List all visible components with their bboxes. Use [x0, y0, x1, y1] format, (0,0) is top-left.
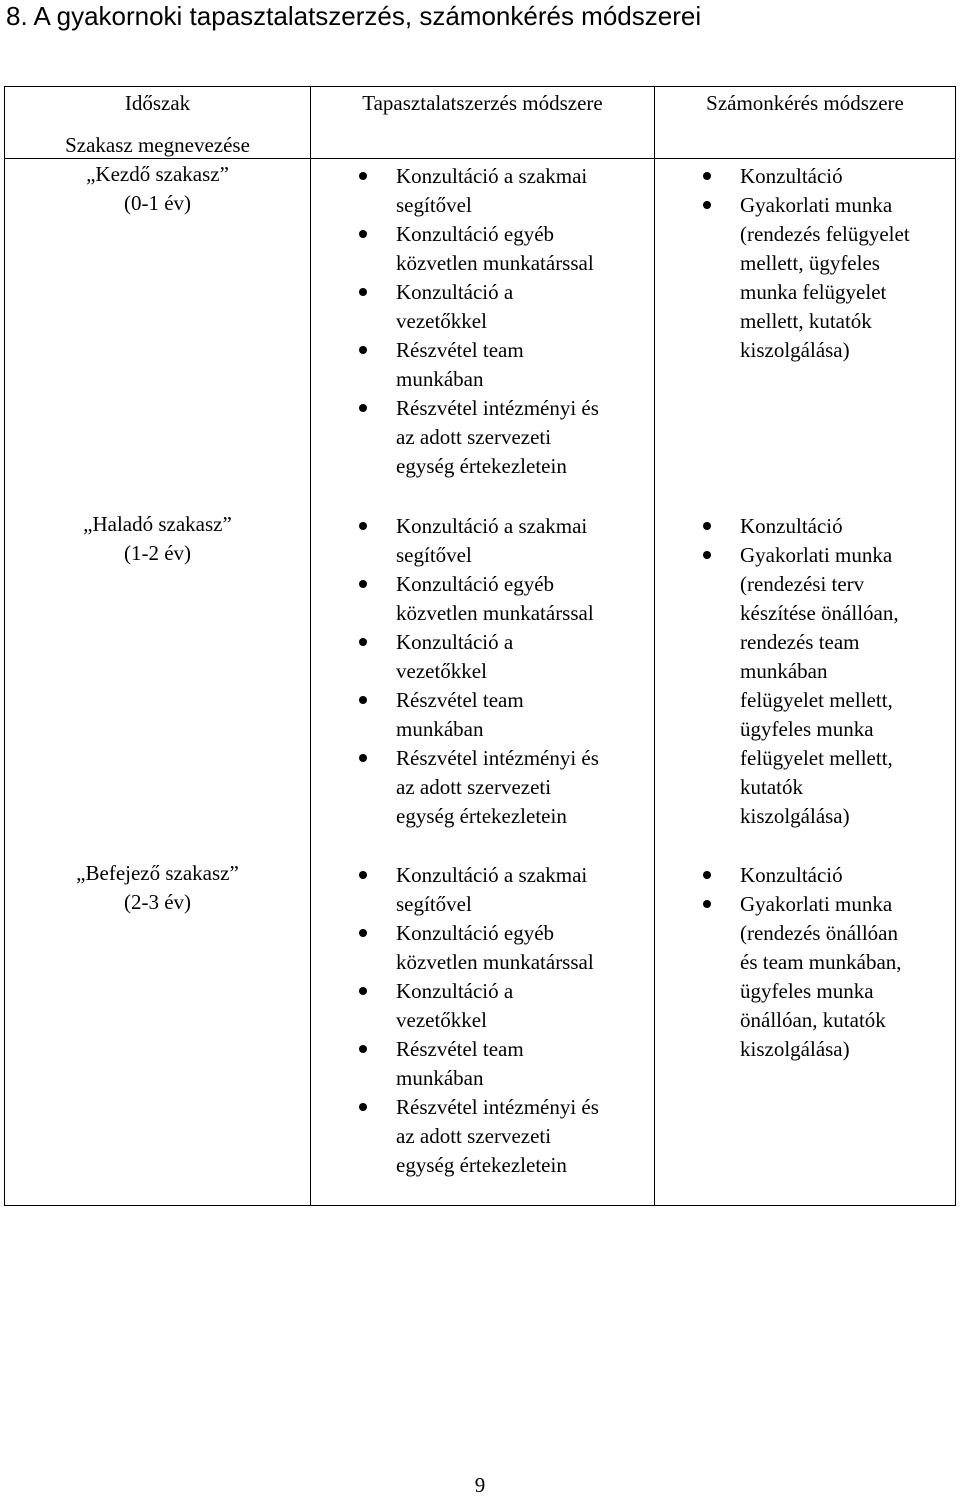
list-item: Részvétel intézményi és az adott szervezeti egység értekezletein [396, 1093, 599, 1180]
page-number: 9 [474, 1473, 486, 1497]
stage-cell-halado [5, 510, 310, 568]
experience-cell-kezdo [396, 162, 599, 481]
assessment-cell-kezdo [740, 162, 910, 365]
list-item: Konzultáció [740, 162, 910, 191]
list-item: Részvétel team munkában [396, 686, 599, 744]
list-item: Konzultáció a szakmai segítővel [396, 512, 599, 570]
experience-list [396, 162, 599, 481]
column-divider [310, 87, 311, 1205]
header-assessment [655, 89, 955, 118]
header-period-label: Időszak [124, 91, 191, 115]
list-item: Részvétel intézményi és az adott szervezeti egység értekezletein [396, 744, 599, 831]
stage-cell-befejezo [5, 859, 310, 917]
header-period-sub [5, 131, 310, 160]
assessment-cell-halado [740, 512, 899, 831]
assessment-cell-befejezo [740, 861, 902, 1064]
assessment-list [740, 861, 902, 1064]
list-item: Konzultáció egyéb közvetlen munkatárssal [396, 220, 599, 278]
list-item: Konzultáció a vezetőkkel [396, 278, 599, 336]
list-item: Részvétel team munkában [396, 336, 599, 394]
list-item: Konzultáció egyéb közvetlen munkatárssal [396, 570, 599, 628]
experience-list [396, 512, 599, 831]
header-period [5, 89, 310, 118]
stage-years: (2-3 év) [123, 890, 192, 914]
header-experience [311, 89, 654, 118]
list-item: Konzultáció a vezetőkkel [396, 977, 599, 1035]
assessment-list [740, 512, 899, 831]
list-item: Konzultáció a vezetőkkel [396, 628, 599, 686]
experience-cell-halado [396, 512, 599, 831]
header-assessment-label: Számonkérés módszere [706, 91, 904, 115]
stage-name: „Kezdő szakasz” [86, 162, 229, 186]
stage-cell-kezdo [5, 160, 310, 218]
assessment-list [740, 162, 910, 365]
list-item: Konzultáció egyéb közvetlen munkatárssal [396, 919, 599, 977]
list-item: Gyakorlati munka (rendezés önállóan és team munkában, ügyfeles munka önállóan, kutatók kiszolgálása) [740, 890, 902, 1064]
list-item: Részvétel intézményi és az adott szervezeti egység értekezletein [396, 394, 599, 481]
header-experience-label: Tapasztalatszerzés módszere [362, 91, 603, 115]
list-item: Konzultáció a szakmai segítővel [396, 861, 599, 919]
experience-list [396, 861, 599, 1180]
header-period-sub-label: Szakasz megnevezése [65, 133, 250, 157]
list-item: Gyakorlati munka (rendezési terv készítése önállóan, rendezés team munkában felügyelet mellett, ügyfeles munka felügyelet mellett, kutatók kiszolgálása) [740, 541, 899, 831]
stage-years: (1-2 év) [123, 541, 192, 565]
stage-name: „Befejező szakasz” [76, 861, 239, 885]
list-item: Részvétel team munkában [396, 1035, 599, 1093]
experience-cell-befejezo [396, 861, 599, 1180]
list-item: Konzultáció [740, 861, 902, 890]
methods-table [4, 86, 956, 1206]
list-item: Gyakorlati munka (rendezés felügyelet mellett, ügyfeles munka felügyelet mellett, kutatók kiszolgálása) [740, 191, 910, 365]
column-divider [654, 87, 655, 1205]
list-item: Konzultáció [740, 512, 899, 541]
page-title: 8. A gyakornoki tapasztalatszerzés, számonkérés módszerei [6, 1, 702, 31]
stage-name: „Haladó szakasz” [83, 512, 232, 536]
list-item: Konzultáció a szakmai segítővel [396, 162, 599, 220]
stage-years: (0-1 év) [123, 191, 192, 215]
